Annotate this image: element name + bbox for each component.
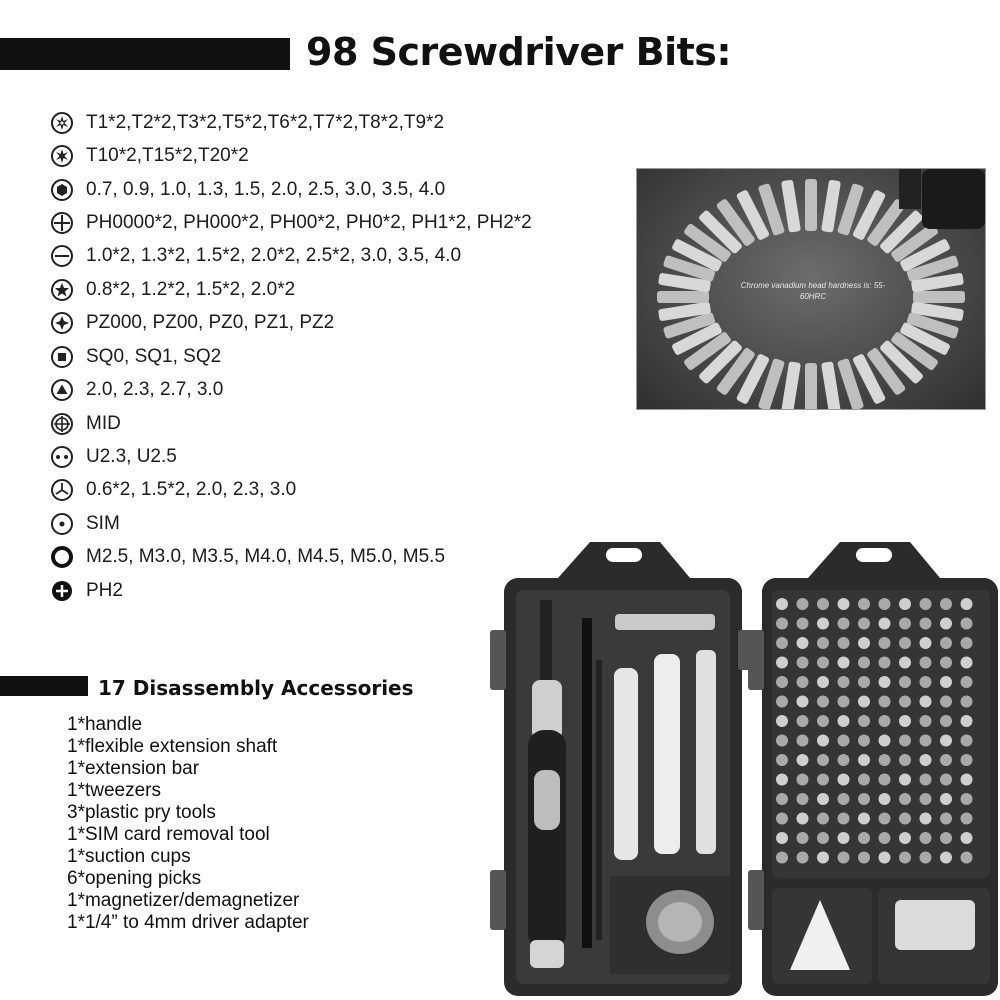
- bit-slot: [838, 735, 850, 747]
- bit-slot: [961, 832, 973, 844]
- bit-text: M2.5, M3.0, M3.5, M4.0, M4.5, M5.0, M5.5: [86, 546, 446, 567]
- bit-row: [50, 141, 249, 171]
- bit-slot: [797, 696, 809, 708]
- accessory-item: 6*opening picks: [67, 868, 202, 889]
- u-shape-icon: [50, 445, 74, 469]
- bit-slot: [940, 598, 952, 610]
- bit-slot: [776, 774, 788, 786]
- bit-slot: [920, 676, 932, 688]
- bit-text: 0.8*2, 1.2*2, 1.5*2, 2.0*2: [86, 279, 296, 300]
- bit-slot: [961, 852, 973, 864]
- bit-slot: [776, 657, 788, 669]
- bit-slot: [940, 852, 952, 864]
- slotted-icon: [50, 244, 74, 268]
- accessory-item: 1*tweezers: [67, 780, 161, 801]
- bit-text: MID: [86, 413, 121, 434]
- bit-slot: [817, 715, 829, 727]
- bit-slot: [776, 696, 788, 708]
- bit-row: [50, 108, 444, 138]
- right-case: [748, 542, 998, 996]
- bit-slot: [879, 676, 891, 688]
- bit-slot: [776, 715, 788, 727]
- bit-slot: [879, 657, 891, 669]
- bit-slot: [961, 657, 973, 669]
- sim-icon: [50, 512, 74, 536]
- bit-row: [50, 475, 296, 505]
- bit-slot: [776, 754, 788, 766]
- bit-slot: [940, 696, 952, 708]
- bit-slot: [920, 696, 932, 708]
- bit-slot: [817, 618, 829, 630]
- torx-icon: [50, 144, 74, 168]
- bit-slot: [940, 618, 952, 630]
- bit-slot: [940, 754, 952, 766]
- bit-slot: [817, 676, 829, 688]
- bit-slot: [776, 813, 788, 825]
- bit-slot: [776, 793, 788, 805]
- mid-icon: [50, 412, 74, 436]
- phillips-icon: [50, 211, 74, 235]
- bit-slot: [940, 715, 952, 727]
- bit-slot: [879, 696, 891, 708]
- bit-slot: [838, 813, 850, 825]
- square-icon: [50, 345, 74, 369]
- bit-slot: [776, 735, 788, 747]
- bit-slot: [899, 696, 911, 708]
- bit-slot: [961, 637, 973, 649]
- bit-slot: [899, 657, 911, 669]
- bit-slot: [776, 852, 788, 864]
- bit-slot: [858, 676, 870, 688]
- bit-slot: [838, 852, 850, 864]
- bit-slot: [797, 832, 809, 844]
- accessory-item: 1*suction cups: [67, 846, 191, 867]
- bit-slot: [879, 735, 891, 747]
- bit-text: 0.6*2, 1.5*2, 2.0, 2.3, 3.0: [86, 479, 297, 500]
- bit-slot: [920, 754, 932, 766]
- accessory-item: 1*SIM card removal tool: [67, 824, 270, 845]
- bit-slot: [797, 735, 809, 747]
- tri-wing-icon: [50, 478, 74, 502]
- bit-slot: [961, 598, 973, 610]
- bit-slot: [899, 637, 911, 649]
- pentalobe-icon: [50, 278, 74, 302]
- bit-slot: [858, 774, 870, 786]
- bit-slot: [879, 832, 891, 844]
- bit-row: [50, 208, 532, 238]
- bit-slot: [879, 715, 891, 727]
- bit-slot: [858, 735, 870, 747]
- bit-slot: [879, 637, 891, 649]
- bit-slot: [838, 618, 850, 630]
- bit-slot: [899, 754, 911, 766]
- bit-slot: [899, 852, 911, 864]
- bit-slot: [817, 832, 829, 844]
- bit-row: [50, 409, 121, 439]
- bit-slot: [899, 832, 911, 844]
- bit-slot: [899, 676, 911, 688]
- bit-slot: [961, 715, 973, 727]
- bit-slot: [858, 637, 870, 649]
- bit-slot: [961, 696, 973, 708]
- bit-slot: [797, 754, 809, 766]
- bit-slot: [961, 793, 973, 805]
- heading-bar-accessories: [0, 676, 88, 696]
- bit-row: [50, 308, 334, 338]
- bit-slot: [858, 657, 870, 669]
- bit-text: 1.0*2, 1.3*2, 1.5*2, 2.0*2, 2.5*2, 3.0, 3.5, 4.0: [86, 245, 462, 266]
- bit-slot: [961, 754, 973, 766]
- bit-slot: [797, 774, 809, 786]
- bit-slot: [776, 637, 788, 649]
- bit-row: [50, 442, 177, 472]
- bit-slot: [817, 774, 829, 786]
- bit-slot: [838, 832, 850, 844]
- bit-slot: [797, 637, 809, 649]
- bit-image: [781, 180, 801, 233]
- bits-heading: 98 Screwdriver Bits:: [306, 30, 732, 74]
- bit-slot: [797, 852, 809, 864]
- bit-slot: [899, 618, 911, 630]
- bit-slot: [858, 793, 870, 805]
- bit-slot: [838, 676, 850, 688]
- bit-slot: [797, 813, 809, 825]
- bit-slot: [961, 676, 973, 688]
- accessory-item: 1*1/4” to 4mm driver adapter: [67, 912, 309, 933]
- accessory-item: 1*extension bar: [67, 758, 200, 779]
- bit-slot: [776, 598, 788, 610]
- bit-slot: [961, 774, 973, 786]
- bit-slot: [940, 774, 952, 786]
- bit-slot: [838, 696, 850, 708]
- bit-text: 2.0, 2.3, 2.7, 3.0: [86, 379, 224, 400]
- bit-slot: [776, 676, 788, 688]
- bit-slot: [797, 598, 809, 610]
- bit-slot: [879, 754, 891, 766]
- bit-slot: [797, 676, 809, 688]
- bit-slot: [858, 852, 870, 864]
- bit-slot: [899, 813, 911, 825]
- bit-slot: [920, 774, 932, 786]
- bit-slot: [961, 813, 973, 825]
- bit-text: SIM: [86, 513, 120, 534]
- bit-row: [50, 175, 445, 205]
- bit-slot: [797, 618, 809, 630]
- bit-slot: [920, 657, 932, 669]
- bit-slot: [940, 793, 952, 805]
- bit-text: PH0000*2, PH000*2, PH00*2, PH0*2, PH1*2, PH2*2: [86, 212, 532, 233]
- bit-text: T1*2,T2*2,T3*2,T5*2,T6*2,T7*2,T8*2,T9*2: [86, 112, 445, 133]
- bits-photo: [636, 168, 986, 410]
- bit-slot: [899, 774, 911, 786]
- bit-slot: [817, 657, 829, 669]
- bit-slot: [858, 715, 870, 727]
- bit-slot: [858, 754, 870, 766]
- bit-slot: [920, 832, 932, 844]
- bit-row: [50, 342, 221, 372]
- bit-slot: [817, 696, 829, 708]
- bit-slot: [920, 793, 932, 805]
- bit-row: [50, 241, 461, 271]
- hex-icon: [50, 178, 74, 202]
- bit-slot: [817, 754, 829, 766]
- bit-slot: [879, 793, 891, 805]
- bit-image: [781, 361, 801, 409]
- bit-slot: [838, 715, 850, 727]
- bit-slot: [920, 598, 932, 610]
- bit-slot: [879, 852, 891, 864]
- bit-slot: [920, 618, 932, 630]
- bit-image: [913, 291, 965, 303]
- bit-slot: [940, 813, 952, 825]
- accessory-item: 3*plastic pry tools: [67, 802, 216, 823]
- accessory-item: 1*magnetizer/demagnetizer: [67, 890, 300, 911]
- accessory-item: 1*handle: [67, 714, 143, 735]
- bit-slot: [879, 813, 891, 825]
- bit-slot: [879, 598, 891, 610]
- bit-slot: [940, 832, 952, 844]
- pozidriv-icon: [50, 311, 74, 335]
- bit-row: [50, 576, 123, 606]
- photo-caption: Chrome vanadium head hardness is: 55-60HRC: [740, 281, 886, 301]
- bit-slot: [940, 657, 952, 669]
- bit-image: [657, 291, 709, 303]
- tool-case-image: [490, 530, 1000, 998]
- bit-slot: [776, 618, 788, 630]
- bit-row: [50, 509, 120, 539]
- bit-slot: [858, 618, 870, 630]
- bit-slot: [838, 657, 850, 669]
- bit-slot: [817, 852, 829, 864]
- bit-text: PZ000, PZ00, PZ0, PZ1, PZ2: [86, 312, 335, 333]
- bit-slot: [797, 793, 809, 805]
- bit-slot: [838, 598, 850, 610]
- bit-slot: [858, 696, 870, 708]
- bit-slot: [817, 735, 829, 747]
- bit-slot: [899, 598, 911, 610]
- bit-slot: [940, 735, 952, 747]
- bit-slot: [797, 657, 809, 669]
- bit-slot: [858, 832, 870, 844]
- heading-bar-left: [0, 38, 290, 70]
- bit-slot: [879, 774, 891, 786]
- bit-slot: [899, 735, 911, 747]
- bit-slot: [817, 637, 829, 649]
- triangle-icon: [50, 378, 74, 402]
- bit-slot: [817, 793, 829, 805]
- bit-slot: [838, 637, 850, 649]
- bit-text: 0.7, 0.9, 1.0, 1.3, 1.5, 2.0, 2.5, 3.0, 3.5, 4.0: [86, 179, 446, 200]
- bit-text: U2.3, U2.5: [86, 446, 177, 467]
- bit-slot: [920, 852, 932, 864]
- left-case: [490, 542, 754, 996]
- bit-row: [50, 275, 295, 305]
- bit-image: [805, 363, 817, 409]
- bit-slot: [858, 813, 870, 825]
- bit-slot: [899, 793, 911, 805]
- bit-row: [50, 542, 445, 572]
- bit-slot: [776, 832, 788, 844]
- bit-slot: [797, 715, 809, 727]
- bit-slot: [858, 598, 870, 610]
- bit-image: [821, 180, 841, 233]
- accessories-heading: 17 Disassembly Accessories: [98, 676, 414, 700]
- bit-slot: [838, 793, 850, 805]
- bit-slot: [940, 676, 952, 688]
- bit-slot: [961, 735, 973, 747]
- bit-text: PH2: [86, 580, 123, 601]
- torx-security-icon: [50, 111, 74, 135]
- bit-text: T10*2,T15*2,T20*2: [86, 145, 249, 166]
- bit-row: [50, 375, 223, 405]
- bit-slot: [838, 754, 850, 766]
- bit-image: [805, 179, 817, 231]
- bit-image: [821, 361, 841, 409]
- bit-text: SQ0, SQ1, SQ2: [86, 346, 222, 367]
- bit-slot: [920, 637, 932, 649]
- bit-slot: [817, 813, 829, 825]
- bit-slot: [899, 715, 911, 727]
- bit-slot: [920, 813, 932, 825]
- bit-slot: [920, 735, 932, 747]
- bit-slot: [838, 774, 850, 786]
- accessory-item: 1*flexible extension shaft: [67, 736, 278, 757]
- bit-slot: [961, 618, 973, 630]
- cross-solid-icon: [50, 579, 74, 603]
- bit-slot: [879, 618, 891, 630]
- bit-slot: [940, 637, 952, 649]
- bit-slot: [920, 715, 932, 727]
- bit-slot: [817, 598, 829, 610]
- nut-driver-icon: [50, 545, 74, 569]
